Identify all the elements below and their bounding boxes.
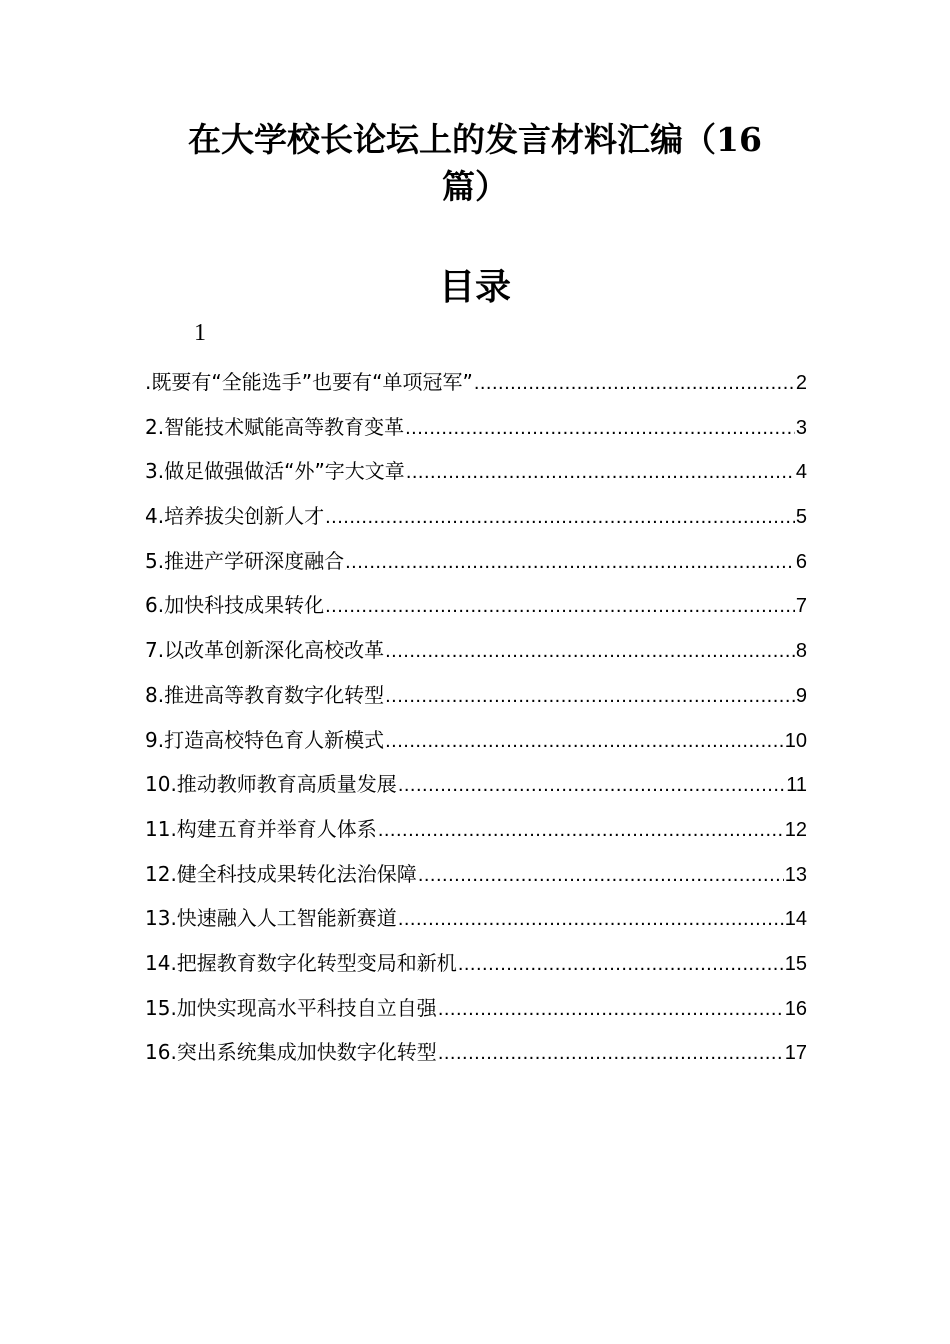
toc-entry-page: 13 (784, 863, 807, 886)
toc-heading: 目录 (438, 266, 511, 308)
toc-entry[interactable] (145, 722, 807, 767)
toc-entry-label: 4.培养拔尖创新人才 (145, 504, 325, 529)
toc-leader-dots (406, 454, 795, 490)
toc-entry-page: 12 (784, 818, 807, 841)
toc-entry-label: 16.突出系统集成加快数字化转型 (145, 1040, 437, 1065)
table-of-contents (145, 364, 807, 1079)
toc-entry-page: 16 (784, 997, 807, 1020)
toc-entry-label: 10.推动教师教育高质量发展 (145, 772, 397, 797)
toc-entry-page: 11 (786, 774, 807, 797)
toc-entry[interactable] (145, 543, 807, 588)
toc-entry-label: 11.构建五育并举育人体系 (145, 816, 377, 841)
toc-entry-label: 7.以改革创新深化高校改革 (145, 638, 385, 663)
toc-leader-dots (398, 901, 784, 937)
toc-entry-page: 3 (795, 416, 807, 439)
toc-entry[interactable] (145, 856, 807, 901)
toc-entry[interactable] (145, 945, 807, 990)
toc-entry-page: 15 (784, 952, 807, 975)
toc-entry[interactable] (145, 990, 807, 1035)
toc-entry-page: 7 (795, 595, 807, 618)
toc-leader-dots (325, 499, 795, 535)
toc-entry-label: 15.加快实现高水平科技自立自强 (145, 995, 437, 1020)
toc-entry[interactable] (145, 498, 807, 543)
toc-leader-dots (438, 991, 784, 1027)
toc-leader-dots (385, 723, 784, 759)
toc-entry[interactable] (145, 1034, 807, 1079)
toc-entry[interactable] (145, 811, 807, 856)
toc-leader-dots (345, 544, 795, 580)
toc-entry-page: 14 (784, 908, 807, 931)
toc-entry-label: 3.做足做强做活“外”字大文章 (145, 459, 405, 484)
toc-entry-label: 9.打造高校特色育人新模式 (145, 727, 385, 752)
toc-entry-page: 5 (795, 506, 807, 529)
toc-entry[interactable] (145, 453, 807, 498)
toc-entry-label: 13.快速融入人工智能新赛道 (145, 906, 397, 931)
toc-leader-dots (378, 812, 784, 848)
toc-entry-page: 17 (784, 1042, 807, 1065)
toc-leader-dots (405, 410, 795, 446)
toc-leader-dots (438, 1035, 784, 1071)
toc-entry-label: .既要有“全能选手”也要有“单项冠军” (145, 370, 473, 394)
toc-entry-label: 2.智能技术赋能高等教育变革 (145, 414, 405, 439)
toc-entry-label: 6.加快科技成果转化 (145, 593, 325, 618)
toc-entry-page: 4 (795, 461, 807, 484)
toc-entry[interactable] (145, 677, 807, 722)
toc-leader-dots (385, 678, 795, 714)
toc-entry[interactable] (145, 364, 807, 409)
toc-entry[interactable] (145, 766, 807, 811)
toc-leader-dots (418, 857, 784, 893)
document-title-line2: 篇） (442, 167, 508, 206)
toc-entry-label: 5.推进产学研深度融合 (145, 548, 345, 573)
toc-entry[interactable] (145, 587, 807, 632)
toc-entry-page: 6 (795, 550, 807, 573)
toc-entry-page: 2 (795, 372, 807, 394)
toc-leader-dots (474, 365, 795, 401)
toc-leader-dots (458, 946, 784, 982)
toc-leader-dots (385, 633, 795, 669)
toc-first-entry-number: 1 (194, 320, 206, 346)
toc-entry-label: 8.推进高等教育数字化转型 (145, 682, 385, 707)
document-title-line1: 在大学校长论坛上的发言材料汇编（16 (188, 120, 762, 159)
toc-entry[interactable] (145, 409, 807, 454)
toc-leader-dots (325, 588, 795, 624)
toc-leader-dots (398, 767, 785, 803)
toc-entry-page: 10 (784, 729, 807, 752)
toc-entry-page: 9 (795, 684, 807, 707)
toc-entry[interactable] (145, 900, 807, 945)
toc-entry-label: 14.把握教育数字化转型变局和新机 (145, 950, 457, 975)
toc-entry[interactable] (145, 632, 807, 677)
toc-entry-page: 8 (795, 640, 807, 663)
toc-entry-label: 12.健全科技成果转化法治保障 (145, 861, 417, 886)
